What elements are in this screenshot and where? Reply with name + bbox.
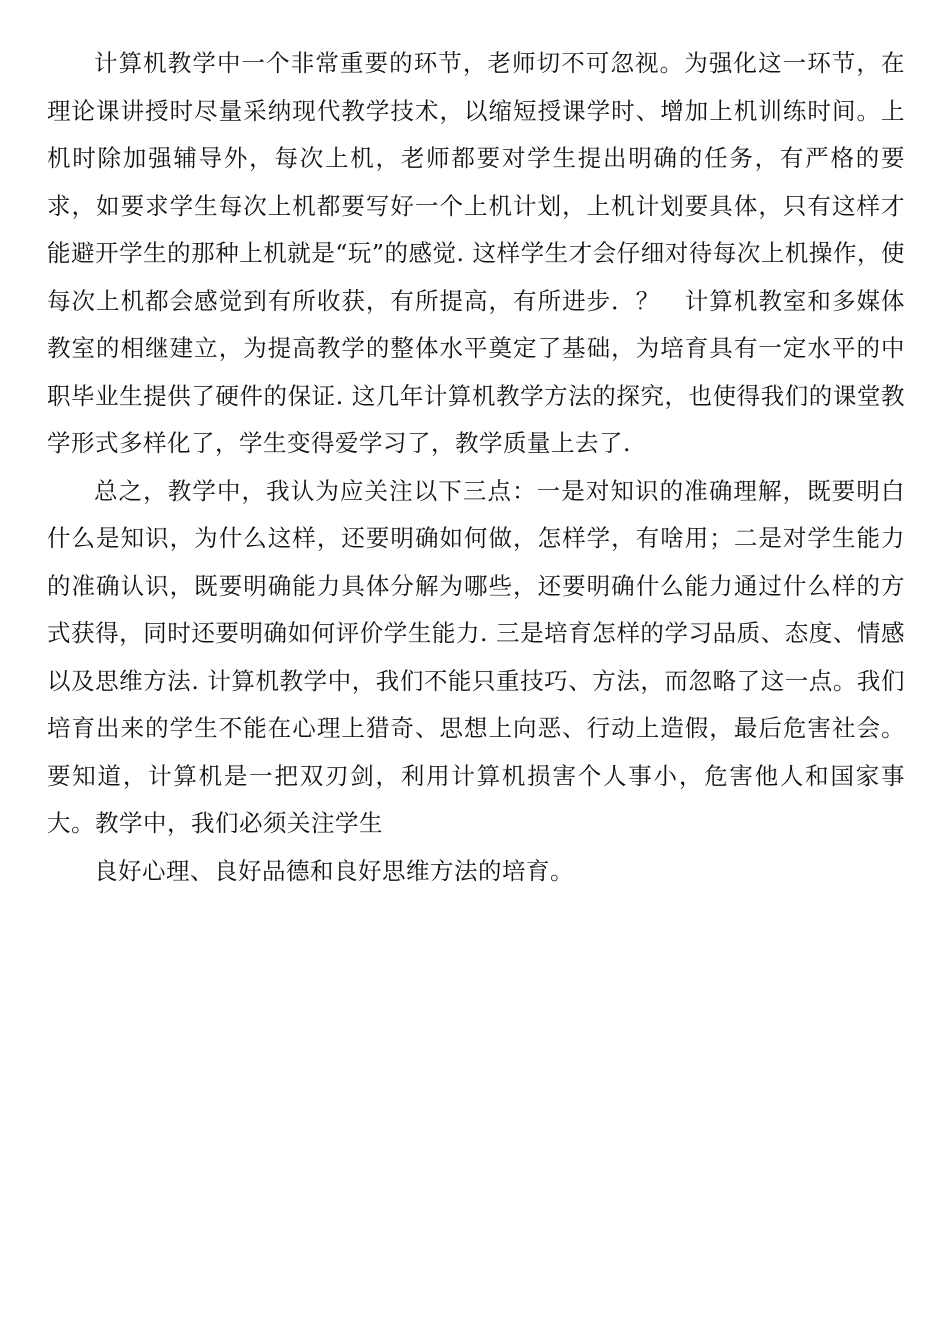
paragraph-3: 良好心理、良好品德和良好思维方法的培育。	[94, 856, 574, 885]
paragraph-1: 计算机教学中一个非常重要的环节，老师切不可忽视。为强化这一环节，在理论课讲授时尽量采纳现代教学技术，以缩短授课学时、增加上机训练时间。上机时除加强辅导外，每次上机，老师都要对学生提出明确的任务，有严格的要求，如要求学生每次上机都要写好一个上机计划，上机计划要具体，只有这样才能避开学生的那种上机就是“玩”的感觉. 这样学生才会仔细对待每次上机操作，使每次上机都会感觉到有所收获，有所提高，有所进步．？ 计算机教室和多媒体教室的相继建立，为提高教学的整体水平奠定了基础，为培育具有一定水平的中职毕业生提供了硬件的保证. 这几年计算机教学方法的探究，也使得我们的课堂教学形式多样化了，学生变得爱学习了，教学质量上去了.	[47, 49, 905, 457]
paragraph-2: 总之，教学中，我认为应关注以下三点：一是对知识的准确理解，既要明白什么是知识，为什么这样，还要明确如何做，怎样学，有啥用；二是对学生能力的准确认识，既要明确能力具体分解为哪些，还要明确什么能力通过什么样的方式获得，同时还要明确如何评价学生能力. 三是培育怎样的学习品质、态度、情感以及思维方法. 计算机教学中，我们不能只重技巧、方法，而忽略了这一点。我们培育出来的学生不能在心理上猎奇、思想上向恶、行动上造假，最后危害社会。要知道，计算机是一把双刃剑，利用计算机损害个人事小，危害他人和国家事大。教学中，我们必须关注学生	[47, 476, 905, 837]
document-page	[47, 40, 905, 895]
